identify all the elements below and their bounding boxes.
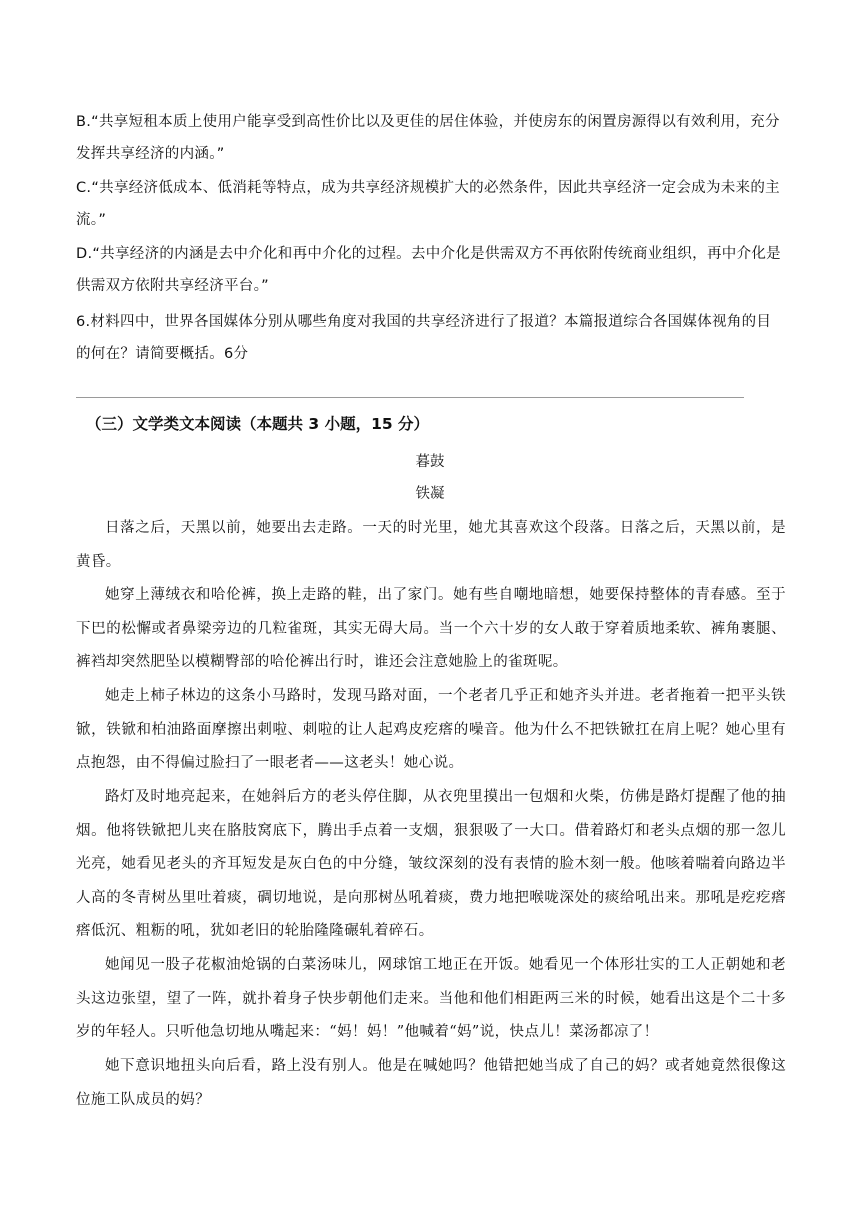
paragraph-1: 日落之后，天黑以前，她要出去走路。一天的时光里，她尤其喜欢这个段落。日落之后，天黑以前，是黄昏。 — [76, 520, 786, 570]
section-heading: （三）文学类文本阅读（本题共 3 小题，15 分） — [86, 415, 430, 433]
divider — [76, 397, 744, 398]
option-b: B.“共享短租本质上使用户能享受到高性价比以及更佳的居住体验，并使房东的闲置房源得以有效利用，充分发挥共享经济的内涵。” — [76, 114, 780, 162]
paragraph-2: 她穿上薄绒衣和哈伦裤，换上走路的鞋，出了家门。她有些自嘲地暗想，她要保持整体的青春感。至于下巴的松懈或者鼻梁旁边的几粒雀斑，其实无碍大局。当一个六十岁的女人敢于穿着质地柔软、裤角裹腿、裤裆却突然肥坠以模糊臀部的哈伦裤出行时，谁还会注意她脸上的雀斑呢。 — [76, 587, 786, 670]
option-c: C.“共享经济低成本、低消耗等特点，成为共享经济规模扩大的必然条件，因此共享经济一定会成为未来的主流。” — [76, 180, 780, 228]
option-d: D.“共享经济的内涵是去中介化和再中介化的过程。去中介化是供需双方不再依附传统商业组织，再中介化是供需双方依附共享经济平台。” — [76, 246, 781, 294]
paragraph-6: 她下意识地扭头向后看，路上没有别人。他是在喊她吗？他错把她当成了自己的妈？或者她竟然很像这位施工队成员的妈？ — [76, 1058, 786, 1108]
paragraph-3: 她走上柿子林边的这条小马路时，发现马路对面，一个老者几乎正和她齐头并进。老者拖着一把平头铁锨，铁锨和柏油路面摩擦出刺啦、刺啦的让人起鸡皮疙瘩的噪音。他为什么不把铁锨扛在肩上呢？她心里有点抱怨，由不得偏过脸扫了一眼老者——这老头！她心说。 — [76, 688, 786, 771]
story-author: 铁凝 — [415, 486, 445, 502]
paragraph-4: 路灯及时地亮起来，在她斜后方的老头停住脚，从衣兜里摸出一包烟和火柴，仿佛是路灯提醒了他的抽烟。他将铁锨把儿夹在胳肢窝底下，腾出手点着一支烟，狠狠吸了一大口。借着路灯和老头点烟的那一忽儿光亮，她看见老头的齐耳短发是灰白色的中分缝，皱纹深刻的没有表情的脸木刻一般。他咳着喘着向路边半人高的冬青树丛里吐着痰，碉切地说，是向那树丛吼着痰，费力地把喉咙深处的痰给吼出来。那吼是疙疙瘩瘩低沉、粗粝的吼，犹如老旧的轮胎隆隆碾轧着碎石。 — [76, 789, 786, 939]
story-title: 暮鼓 — [415, 454, 445, 470]
paragraph-5: 她闻见一股子花椒油炝锅的白菜汤味儿，网球馆工地正在开饭。她看见一个体形壮实的工人正朝她和老头这边张望，望了一阵，就扑着身子快步朝他们走来。当他和他们相距两三米的时候，她看出这是个二十多岁的年轻人。只听他急切地从嘴起来：“妈！妈！”他喊着“妈”说，快点儿！菜汤都凉了！ — [76, 957, 786, 1040]
question-6: 6.材料四中，世界各国媒体分别从哪些角度对我国的共享经济进行了报道？本篇报道综合各国媒体视角的目的何在？请简要概括。6分 — [76, 314, 772, 362]
